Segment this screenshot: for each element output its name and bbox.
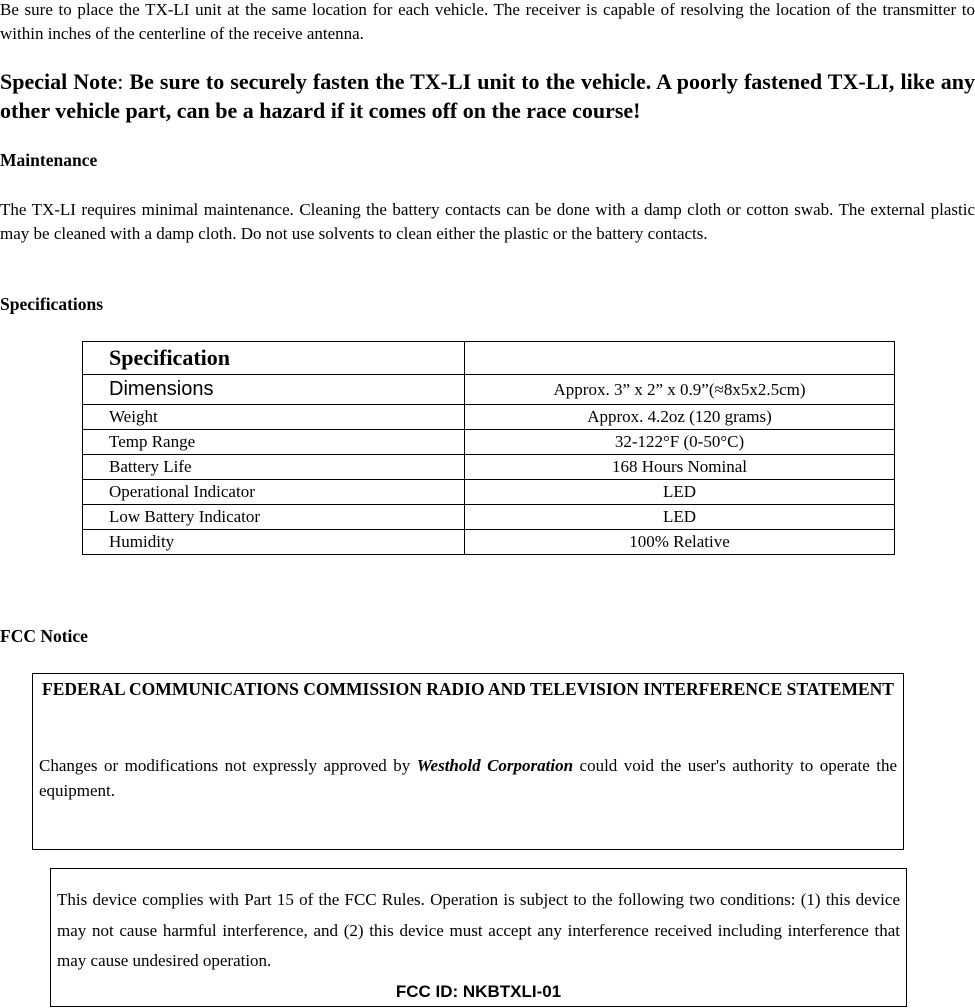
fcc-compliance-box: [50, 868, 907, 1007]
spec-value: LED: [465, 480, 895, 505]
table-row: [83, 405, 895, 430]
special-note-text: Be sure to securely fasten the TX-LI unit to the vehicle. A poorly fastened TX-LI, like any other vehicle part, can be a hazard if it comes off on the race course!: [0, 69, 975, 123]
spec-label: Weight: [83, 405, 465, 430]
spec-label: Humidity: [83, 530, 465, 555]
interference-statement-box: [32, 673, 904, 850]
interference-statement-title: FEDERAL COMMUNICATIONS COMMISSION RADIO AND TELEVISION INTERFERENCE STATEMENT: [42, 679, 894, 699]
table-row: [83, 430, 895, 455]
spec-value: LED: [465, 505, 895, 530]
special-note-label: Special Note: [0, 69, 118, 94]
interference-statement-body: [39, 753, 897, 803]
special-note-colon: :: [117, 69, 124, 94]
spec-value: 100% Relative: [465, 530, 895, 555]
statement-text-after: could void the user's authority to operate the equipment.: [39, 756, 898, 800]
fcc-heading: FCC Notice: [0, 626, 88, 646]
fcc-id: FCC ID: NKBTXLI-01: [395, 981, 562, 1001]
specifications-heading: Specifications: [0, 294, 104, 314]
spec-value: Approx. 3” x 2” x 0.9”(≈8x5x2.5cm): [465, 375, 895, 405]
table-header-row: [83, 342, 895, 375]
spec-value: 168 Hours Nominal: [465, 455, 895, 480]
statement-text-before: Changes or modifications not expressly approved by: [39, 756, 417, 775]
spec-label: Temp Range: [83, 430, 465, 455]
table-row: [83, 505, 895, 530]
special-note: [0, 67, 975, 125]
table-header-label: Specification: [83, 342, 465, 375]
company-name: Westhold Corporation: [416, 756, 574, 775]
specifications-table: [82, 341, 895, 555]
maintenance-paragraph: The TX-LI requires minimal maintenance. Cleaning the battery contacts can be done with a damp cloth or cotton swab. The external plastic may be cleaned with a damp cloth. Do not use solvents to clean either the plastic or the battery contacts.: [0, 200, 975, 243]
spec-value: Approx. 4.2oz (120 grams): [465, 405, 895, 430]
fcc-compliance-text: This device complies with Part 15 of the FCC Rules. Operation is subject to the following two conditions: (1) this device may not cause harmful interference, and (2) this device must accept any interference received including interference that may cause undesired operation.: [57, 890, 900, 970]
spec-value: 32-122°F (0-50°C): [465, 430, 895, 455]
spec-label: Operational Indicator: [83, 480, 465, 505]
spec-label: Dimensions: [83, 375, 465, 405]
spec-label: Battery Life: [83, 455, 465, 480]
table-row: [83, 375, 895, 405]
maintenance-heading: Maintenance: [0, 150, 98, 170]
table-row: [83, 455, 895, 480]
intro-paragraph: Be sure to place the TX-LI unit at the same location for each vehicle. The receiver is capable of resolving the location of the transmitter to within inches of the centerline of the receive antenna.: [0, 0, 975, 43]
table-row: [83, 480, 895, 505]
table-row: [83, 530, 895, 555]
spec-label: Low Battery Indicator: [83, 505, 465, 530]
table-header-empty: [465, 342, 895, 375]
